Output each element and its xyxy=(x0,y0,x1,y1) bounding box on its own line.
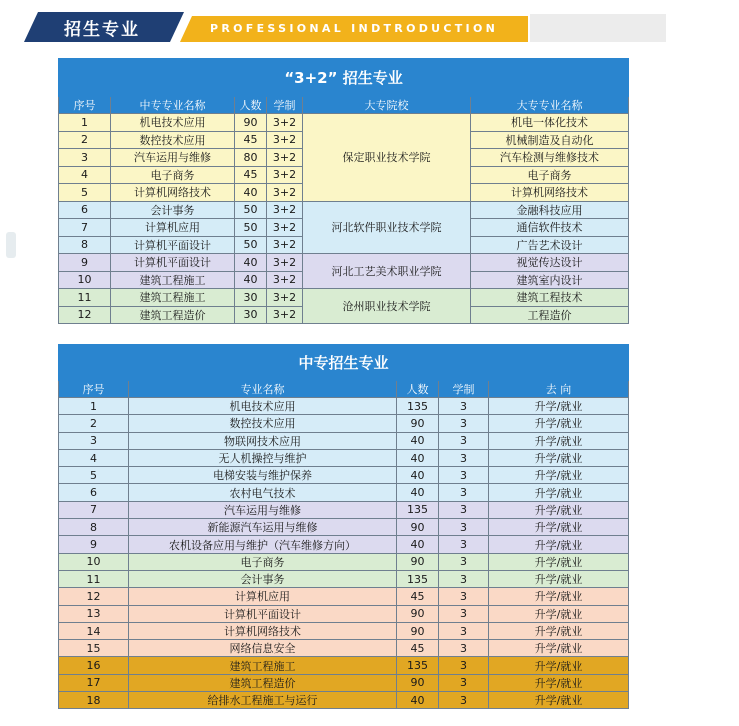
table-row xyxy=(59,415,629,432)
row-count: 90 xyxy=(397,415,439,432)
row-system: 3+2 xyxy=(267,254,303,272)
row-target-major: 机械制造及自动化 xyxy=(471,131,629,149)
col-header-major: 中专专业名称 xyxy=(111,97,235,114)
row-major: 会计事务 xyxy=(129,570,397,587)
col-header-system: 学制 xyxy=(267,97,303,114)
row-count: 40 xyxy=(397,467,439,484)
row-major: 计算机平面设计 xyxy=(111,236,235,254)
col-header-system: 学制 xyxy=(439,381,489,398)
row-number: 7 xyxy=(59,219,111,237)
row-number: 6 xyxy=(59,201,111,219)
row-system: 3+2 xyxy=(267,166,303,184)
row-system: 3 xyxy=(439,588,489,605)
row-system: 3+2 xyxy=(267,306,303,324)
row-major: 计算机应用 xyxy=(129,588,397,605)
row-number: 12 xyxy=(59,588,129,605)
row-destination: 升学/就业 xyxy=(489,674,629,691)
row-system: 3 xyxy=(439,553,489,570)
table-row xyxy=(59,467,629,484)
row-major: 农村电气技术 xyxy=(129,484,397,501)
row-count: 45 xyxy=(397,640,439,657)
row-destination: 升学/就业 xyxy=(489,501,629,518)
row-major: 汽车运用与维修 xyxy=(111,149,235,167)
row-number: 6 xyxy=(59,484,129,501)
row-count: 135 xyxy=(397,501,439,518)
row-system: 3+2 xyxy=(267,289,303,307)
row-target-major: 视觉传达设计 xyxy=(471,254,629,272)
table-secondary-majors xyxy=(58,344,629,709)
row-count: 90 xyxy=(397,622,439,639)
col-header-number: 序号 xyxy=(59,97,111,114)
row-number: 14 xyxy=(59,622,129,639)
table-row xyxy=(59,501,629,518)
row-major: 电梯安装与维护保养 xyxy=(129,467,397,484)
row-count: 135 xyxy=(397,657,439,674)
row-system: 3 xyxy=(439,484,489,501)
table-row xyxy=(59,570,629,587)
row-major: 农机设备应用与维护（汽车维修方向） xyxy=(129,536,397,553)
table-row xyxy=(59,114,629,132)
row-count: 40 xyxy=(235,254,267,272)
table-row xyxy=(59,519,629,536)
row-destination: 升学/就业 xyxy=(489,553,629,570)
col-header-number: 序号 xyxy=(59,381,129,398)
row-major: 建筑工程造价 xyxy=(129,674,397,691)
row-count: 50 xyxy=(235,201,267,219)
banner-title: 招生专业 xyxy=(64,20,140,40)
banner-subtitle: PROFESSIONAL INDTRODUCTION xyxy=(210,22,499,35)
row-count: 90 xyxy=(397,519,439,536)
table-row xyxy=(59,432,629,449)
col-header-count: 人数 xyxy=(235,97,267,114)
row-number: 4 xyxy=(59,449,129,466)
row-count: 80 xyxy=(235,149,267,167)
row-major: 计算机平面设计 xyxy=(111,254,235,272)
table-secondary-title: 中专招生专业 xyxy=(59,345,629,381)
row-destination: 升学/就业 xyxy=(489,449,629,466)
row-major: 计算机网络技术 xyxy=(111,184,235,202)
table-row xyxy=(59,254,629,272)
row-destination: 升学/就业 xyxy=(489,657,629,674)
col-header-count: 人数 xyxy=(397,381,439,398)
row-destination: 升学/就业 xyxy=(489,467,629,484)
row-number: 10 xyxy=(59,553,129,570)
row-number: 16 xyxy=(59,657,129,674)
row-number: 8 xyxy=(59,519,129,536)
col-header-destination: 去 向 xyxy=(489,381,629,398)
row-system: 3 xyxy=(439,467,489,484)
row-system: 3+2 xyxy=(267,201,303,219)
row-major: 建筑工程施工 xyxy=(111,289,235,307)
row-system: 3 xyxy=(439,449,489,466)
row-target-major: 机电一体化技术 xyxy=(471,114,629,132)
row-major: 物联网技术应用 xyxy=(129,432,397,449)
section-banner xyxy=(24,12,644,42)
row-system: 3+2 xyxy=(267,236,303,254)
row-count: 45 xyxy=(397,588,439,605)
row-system: 3 xyxy=(439,432,489,449)
table-row xyxy=(59,622,629,639)
row-system: 3+2 xyxy=(267,271,303,289)
row-system: 3 xyxy=(439,519,489,536)
row-target-major: 汽车检测与维修技术 xyxy=(471,149,629,167)
table-row xyxy=(59,692,629,709)
row-number: 5 xyxy=(59,184,111,202)
row-system: 3+2 xyxy=(267,219,303,237)
row-count: 40 xyxy=(397,432,439,449)
row-count: 40 xyxy=(397,484,439,501)
row-system: 3 xyxy=(439,622,489,639)
row-number: 8 xyxy=(59,236,111,254)
row-major: 给排水工程施工与运行 xyxy=(129,692,397,709)
row-count: 45 xyxy=(235,166,267,184)
row-number: 2 xyxy=(59,415,129,432)
row-destination: 升学/就业 xyxy=(489,605,629,622)
row-count: 30 xyxy=(235,306,267,324)
row-count: 40 xyxy=(235,271,267,289)
row-count: 40 xyxy=(235,184,267,202)
row-count: 90 xyxy=(235,114,267,132)
row-major: 电子商务 xyxy=(111,166,235,184)
row-major: 数控技术应用 xyxy=(129,415,397,432)
table-row xyxy=(59,605,629,622)
row-college: 沧州职业技术学院 xyxy=(303,289,471,324)
row-number: 11 xyxy=(59,289,111,307)
table-row xyxy=(59,201,629,219)
row-destination: 升学/就业 xyxy=(489,622,629,639)
row-college: 保定职业技术学院 xyxy=(303,114,471,202)
row-major: 无人机操控与维护 xyxy=(129,449,397,466)
row-number: 11 xyxy=(59,570,129,587)
row-number: 2 xyxy=(59,131,111,149)
table-row xyxy=(59,588,629,605)
row-system: 3+2 xyxy=(267,114,303,132)
row-system: 3+2 xyxy=(267,184,303,202)
row-system: 3 xyxy=(439,605,489,622)
row-count: 135 xyxy=(397,398,439,415)
table-3plus2-title: “3+2” 招生专业 xyxy=(59,59,629,97)
row-major: 计算机平面设计 xyxy=(129,605,397,622)
row-major: 会计事务 xyxy=(111,201,235,219)
col-header-college: 大专院校 xyxy=(303,97,471,114)
table-row xyxy=(59,398,629,415)
row-major: 建筑工程造价 xyxy=(111,306,235,324)
row-count: 90 xyxy=(397,605,439,622)
row-number: 13 xyxy=(59,605,129,622)
row-number: 12 xyxy=(59,306,111,324)
row-target-major: 计算机网络技术 xyxy=(471,184,629,202)
table-row xyxy=(59,640,629,657)
row-major: 新能源汽车运用与维修 xyxy=(129,519,397,536)
row-number: 17 xyxy=(59,674,129,691)
table-row xyxy=(59,536,629,553)
row-major: 机电技术应用 xyxy=(111,114,235,132)
row-major: 建筑工程施工 xyxy=(111,271,235,289)
row-count: 45 xyxy=(235,131,267,149)
row-number: 3 xyxy=(59,432,129,449)
row-number: 15 xyxy=(59,640,129,657)
row-count: 40 xyxy=(397,449,439,466)
row-destination: 升学/就业 xyxy=(489,484,629,501)
table-row xyxy=(59,553,629,570)
table-row xyxy=(59,674,629,691)
row-major: 机电技术应用 xyxy=(129,398,397,415)
table-row xyxy=(59,289,629,307)
row-target-major: 建筑工程技术 xyxy=(471,289,629,307)
row-target-major: 金融科技应用 xyxy=(471,201,629,219)
row-destination: 升学/就业 xyxy=(489,640,629,657)
banner-gray-strip xyxy=(530,14,666,42)
table-row xyxy=(59,449,629,466)
row-system: 3 xyxy=(439,674,489,691)
row-count: 50 xyxy=(235,236,267,254)
row-major: 数控技术应用 xyxy=(111,131,235,149)
table-row xyxy=(59,657,629,674)
row-major: 计算机网络技术 xyxy=(129,622,397,639)
table-3plus2-majors xyxy=(58,58,629,324)
row-count: 40 xyxy=(397,692,439,709)
row-destination: 升学/就业 xyxy=(489,519,629,536)
row-target-major: 电子商务 xyxy=(471,166,629,184)
row-major: 计算机应用 xyxy=(111,219,235,237)
row-destination: 升学/就业 xyxy=(489,536,629,553)
row-number: 7 xyxy=(59,501,129,518)
row-system: 3 xyxy=(439,415,489,432)
row-count: 90 xyxy=(397,553,439,570)
col-header-target-major: 大专专业名称 xyxy=(471,97,629,114)
row-major: 建筑工程施工 xyxy=(129,657,397,674)
row-system: 3 xyxy=(439,398,489,415)
row-college: 河北工艺美术职业学院 xyxy=(303,254,471,289)
row-destination: 升学/就业 xyxy=(489,398,629,415)
row-number: 4 xyxy=(59,166,111,184)
row-system: 3 xyxy=(439,657,489,674)
row-destination: 升学/就业 xyxy=(489,588,629,605)
row-system: 3 xyxy=(439,640,489,657)
row-count: 50 xyxy=(235,219,267,237)
row-number: 9 xyxy=(59,254,111,272)
table-row xyxy=(59,484,629,501)
row-number: 9 xyxy=(59,536,129,553)
row-target-major: 工程造价 xyxy=(471,306,629,324)
row-destination: 升学/就业 xyxy=(489,432,629,449)
row-count: 90 xyxy=(397,674,439,691)
row-major: 网络信息安全 xyxy=(129,640,397,657)
row-number: 5 xyxy=(59,467,129,484)
row-destination: 升学/就业 xyxy=(489,692,629,709)
row-major: 电子商务 xyxy=(129,553,397,570)
row-count: 40 xyxy=(397,536,439,553)
row-major: 汽车运用与维修 xyxy=(129,501,397,518)
row-number: 3 xyxy=(59,149,111,167)
row-system: 3 xyxy=(439,501,489,518)
row-number: 10 xyxy=(59,271,111,289)
row-number: 18 xyxy=(59,692,129,709)
row-system: 3+2 xyxy=(267,149,303,167)
row-count: 135 xyxy=(397,570,439,587)
row-target-major: 建筑室内设计 xyxy=(471,271,629,289)
row-destination: 升学/就业 xyxy=(489,415,629,432)
col-header-major: 专业名称 xyxy=(129,381,397,398)
row-number: 1 xyxy=(59,114,111,132)
side-decoration xyxy=(6,232,16,258)
row-destination: 升学/就业 xyxy=(489,570,629,587)
row-system: 3 xyxy=(439,692,489,709)
row-count: 30 xyxy=(235,289,267,307)
row-system: 3 xyxy=(439,570,489,587)
row-target-major: 广告艺术设计 xyxy=(471,236,629,254)
row-target-major: 通信软件技术 xyxy=(471,219,629,237)
row-system: 3+2 xyxy=(267,131,303,149)
row-system: 3 xyxy=(439,536,489,553)
row-college: 河北软件职业技术学院 xyxy=(303,201,471,254)
row-number: 1 xyxy=(59,398,129,415)
